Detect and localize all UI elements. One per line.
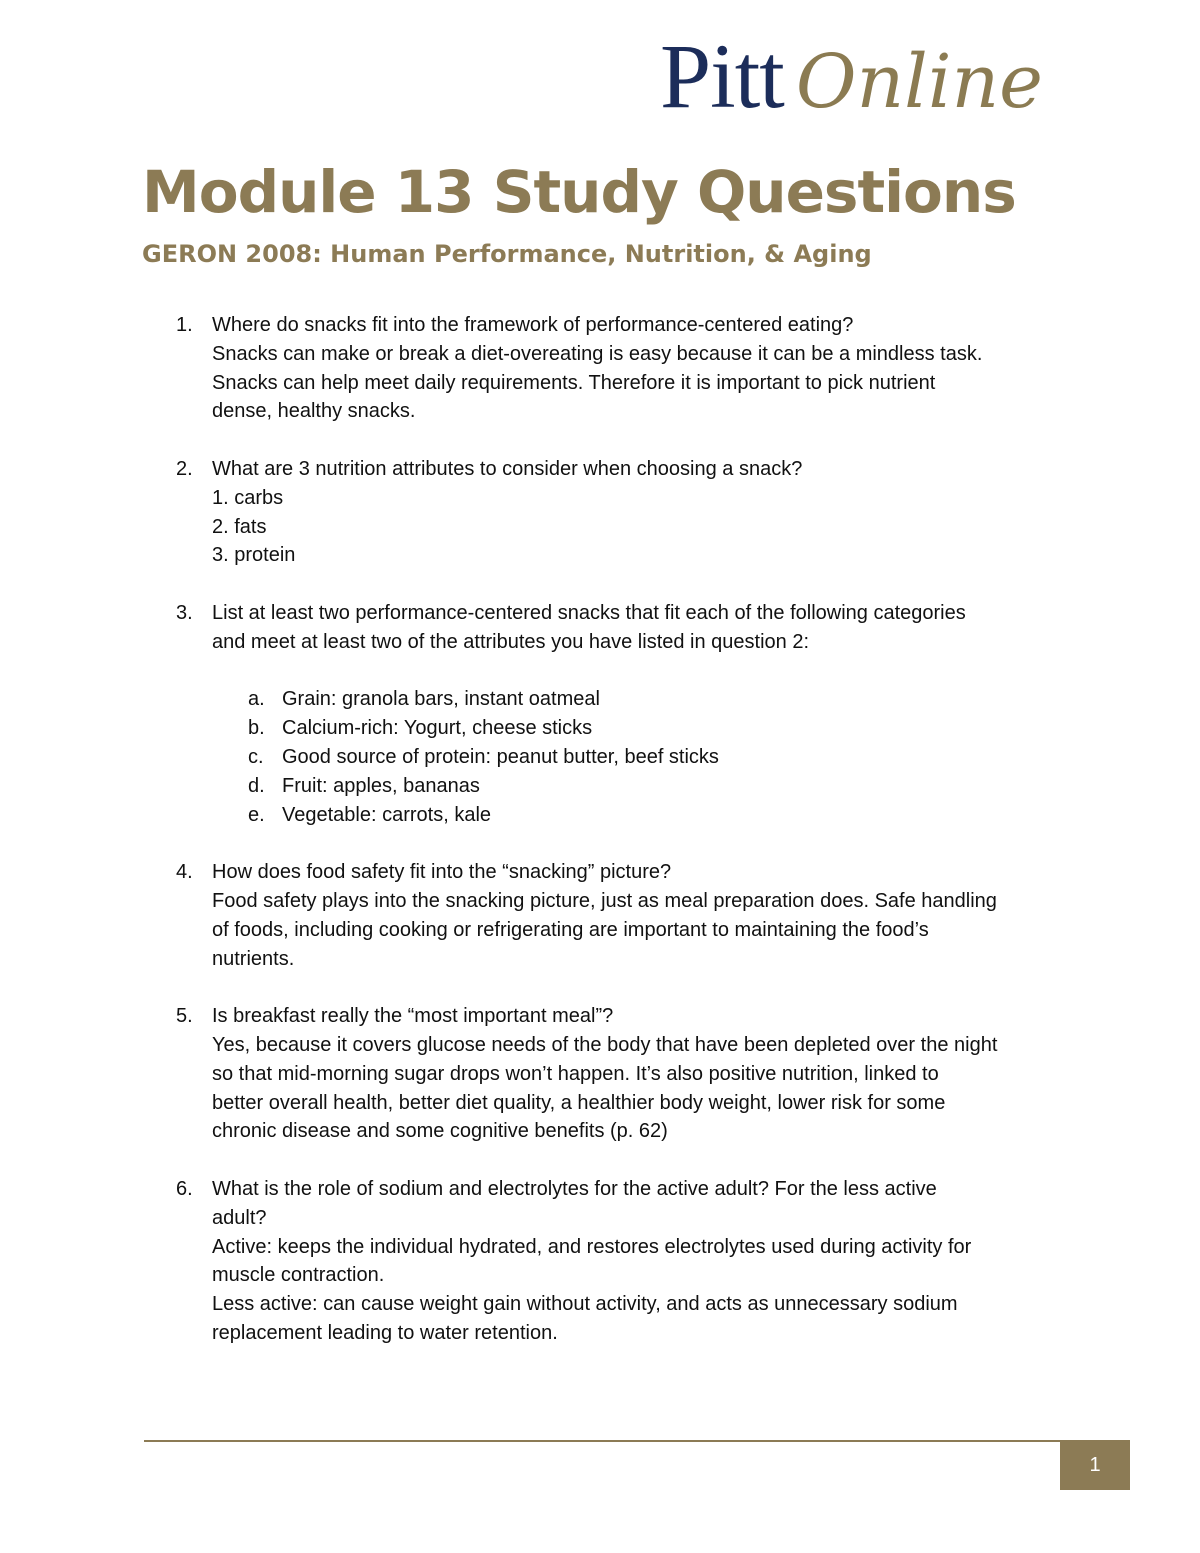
answer-line: nutrients. bbox=[212, 947, 295, 970]
item-text: Fruit: apples, bananas bbox=[282, 774, 480, 797]
course-subtitle: GERON 2008: Human Performance, Nutrition, & Aging bbox=[142, 240, 872, 268]
question-text: Where do snacks fit into the framework of performance-centered eating? bbox=[212, 314, 854, 336]
question-text: What is the role of sodium and electrolytes for the active adult? For the less active bbox=[212, 1177, 937, 1200]
answer-line: chronic disease and some cognitive benefits (p. 62) bbox=[212, 1120, 668, 1143]
question-text: What are 3 nutrition attributes to consider when choosing a snack? bbox=[212, 457, 803, 480]
list-item bbox=[212, 685, 1072, 714]
list-item bbox=[212, 714, 1072, 743]
question-text: and meet at least two of the attributes you have listed in question 2: bbox=[212, 630, 810, 653]
question-number: 2. bbox=[176, 457, 193, 480]
answer-line: Snacks can help meet daily requirements. Therefore it is important to pick nutrient bbox=[212, 371, 936, 394]
question-text: How does food safety fit into the “snacking” picture? bbox=[212, 861, 672, 884]
answer-line: so that mid-morning sugar drops won’t happen. It’s also positive nutrition, linked to bbox=[212, 1062, 939, 1085]
answer-line: Yes, because it covers glucose needs of the body that have been depleted over the night bbox=[212, 1033, 998, 1056]
question-4 bbox=[172, 858, 1072, 973]
item-text: Grain: granola bars, instant oatmeal bbox=[282, 688, 600, 711]
question-6 bbox=[172, 1175, 1072, 1348]
item-text: Vegetable: carrots, kale bbox=[282, 803, 492, 826]
logo-online-text: Online bbox=[795, 39, 1043, 125]
answer-line: Snacks can make or break a diet-overeating is easy because it can be a mindless task. bbox=[212, 342, 983, 365]
item-letter: e. bbox=[248, 803, 265, 826]
snack-category-list bbox=[212, 685, 1072, 829]
answer-line: Food safety plays into the snacking picture, just as meal preparation does. Safe handling bbox=[212, 889, 997, 912]
answer-line: 3. protein bbox=[212, 544, 296, 567]
question-number: 3. bbox=[176, 601, 193, 624]
question-list bbox=[172, 311, 1072, 1376]
answer-line: 2. fats bbox=[212, 515, 267, 538]
answer-line: muscle contraction. bbox=[212, 1264, 385, 1287]
list-item bbox=[212, 801, 1072, 830]
question-text: List at least two performance-centered snacks that fit each of the following categories bbox=[212, 601, 966, 624]
logo-pitt-text: Pitt bbox=[660, 25, 784, 127]
item-letter: d. bbox=[248, 774, 265, 797]
blank-line bbox=[212, 657, 1072, 686]
question-3 bbox=[172, 599, 1072, 829]
question-number: 6. bbox=[176, 1177, 193, 1200]
answer-line: dense, healthy snacks. bbox=[212, 400, 416, 423]
item-text: Calcium-rich: Yogurt, cheese sticks bbox=[282, 717, 593, 740]
page-number: 1 bbox=[1089, 1454, 1101, 1476]
question-number: 4. bbox=[176, 861, 193, 884]
question-number: 1. bbox=[176, 314, 193, 336]
page-number-badge bbox=[1060, 1440, 1130, 1490]
question-text: adult? bbox=[212, 1206, 267, 1229]
question-text: Is breakfast really the “most important meal”? bbox=[212, 1005, 614, 1028]
answer-line: replacement leading to water retention. bbox=[212, 1321, 558, 1344]
answer-line: better overall health, better diet quality, a healthier body weight, lower risk for some bbox=[212, 1091, 946, 1114]
answer-line: Less active: can cause weight gain without activity, and acts as unnecessary sodium bbox=[212, 1293, 958, 1316]
question-1 bbox=[172, 311, 1072, 426]
item-text: Good source of protein: peanut butter, beef sticks bbox=[282, 745, 719, 768]
page-title: Module 13 Study Questions bbox=[142, 158, 1016, 226]
question-5 bbox=[172, 1002, 1072, 1146]
item-letter: a. bbox=[248, 688, 265, 711]
list-item bbox=[212, 772, 1072, 801]
answer-line: 1. carbs bbox=[212, 486, 284, 509]
pitt-online-logo bbox=[660, 25, 1043, 127]
item-letter: b. bbox=[248, 717, 265, 740]
answer-line: Active: keeps the individual hydrated, and restores electrolytes used during activity for bbox=[212, 1235, 972, 1258]
footer-divider bbox=[144, 1440, 1060, 1442]
question-number: 5. bbox=[176, 1005, 193, 1028]
item-letter: c. bbox=[248, 745, 264, 768]
list-item bbox=[212, 743, 1072, 772]
question-2 bbox=[172, 455, 1072, 570]
answer-line: of foods, including cooking or refrigerating are important to maintaining the food’s bbox=[212, 918, 929, 941]
